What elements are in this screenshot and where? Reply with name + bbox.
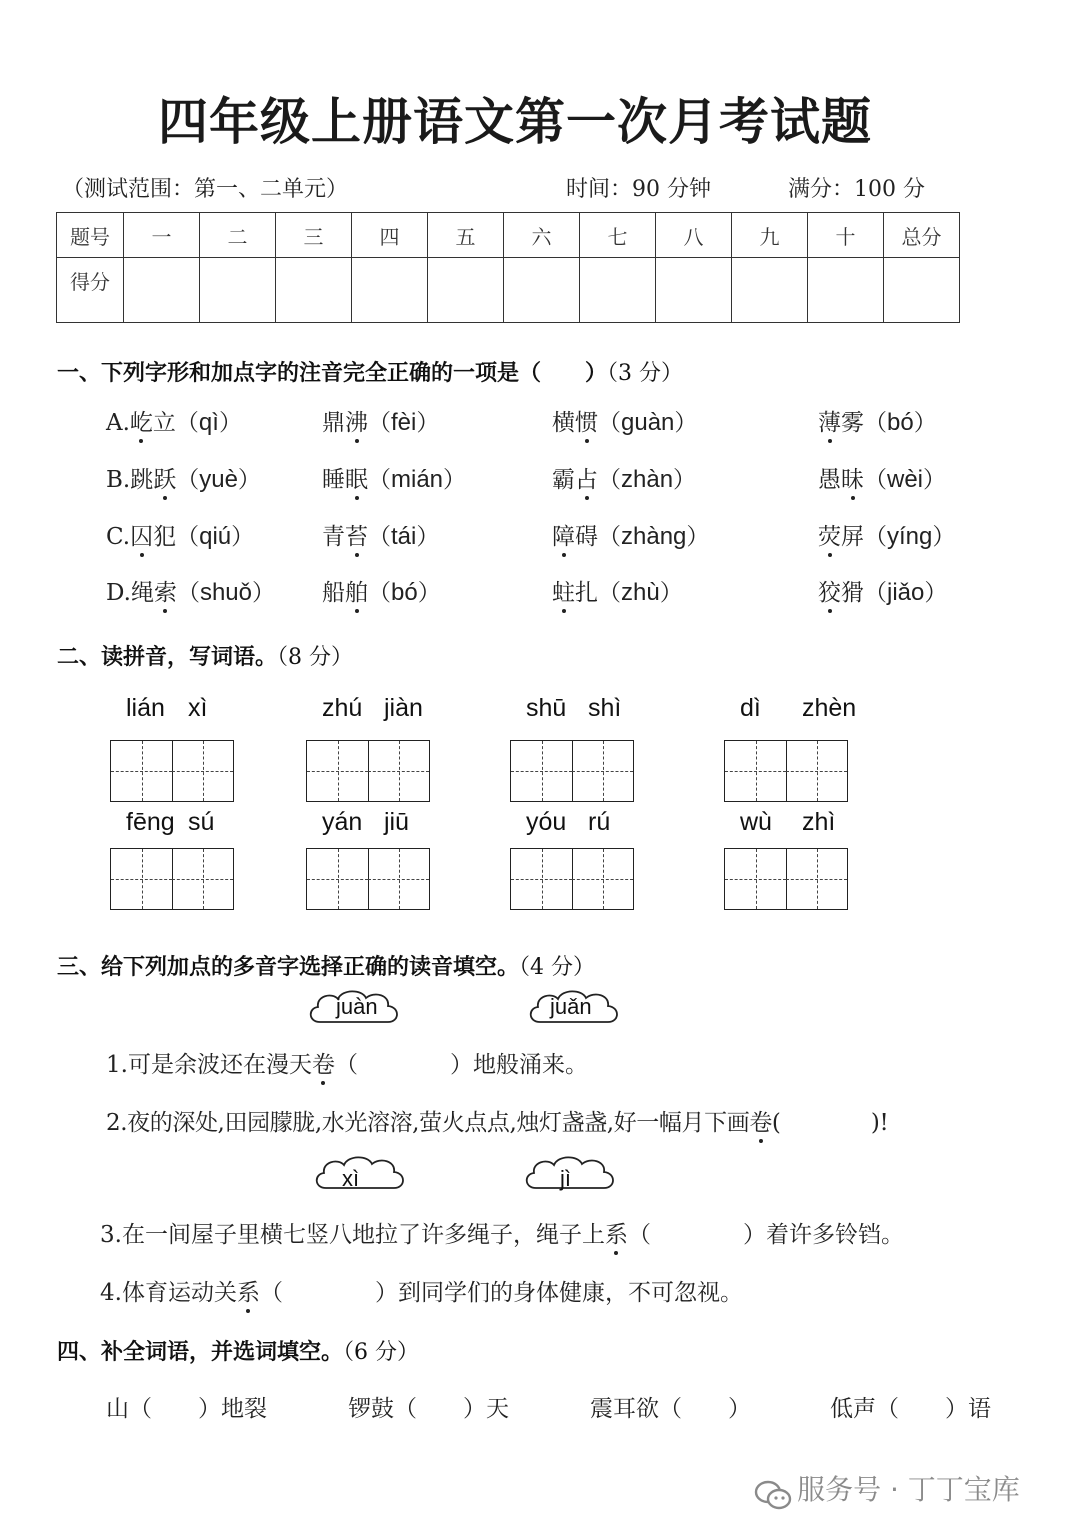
col-2: 二 <box>200 213 276 258</box>
sentence-number: 2. <box>106 1110 128 1136</box>
watermark <box>754 1468 1020 1511</box>
score-table <box>56 212 960 323</box>
cloud-option <box>312 1152 408 1202</box>
paren: ） <box>924 580 948 606</box>
grid-cell[interactable] <box>111 849 173 909</box>
word-char: 惯 <box>575 404 598 437</box>
paren: （ <box>368 467 391 493</box>
paren: ） <box>443 467 467 493</box>
page-title: 四年级上册语文第一次月考试题 <box>158 93 872 151</box>
pinyin: yuè <box>199 466 238 493</box>
word-char: 沸 <box>345 404 368 437</box>
score-cell[interactable] <box>352 258 428 323</box>
word-char: 囚 <box>130 518 153 551</box>
col-8: 八 <box>656 213 732 258</box>
pinyin-label: dì <box>740 694 761 722</box>
pinyin-label: jiū <box>384 808 410 836</box>
score-cell[interactable] <box>276 258 352 323</box>
pinyin-label: shì <box>588 694 622 722</box>
q2-heading <box>57 640 353 671</box>
q1-heading <box>57 356 683 387</box>
word-char: 薄 <box>818 404 841 437</box>
q1-option-word <box>552 518 709 551</box>
q4-item[interactable]: 山（ ）地裂 <box>106 1396 267 1422</box>
cloud-option <box>306 986 402 1036</box>
q1-title: 一、下列字形和加点字的注音完全正确的一项是（ ） <box>57 361 608 386</box>
word-char: 占 <box>575 461 598 494</box>
word-char: 霸 <box>552 467 575 493</box>
paren: （ <box>368 580 391 606</box>
grid-cell[interactable] <box>307 849 369 909</box>
score-cell[interactable] <box>504 258 580 323</box>
pinyin-label: yán <box>322 808 363 836</box>
q1-option-word <box>106 574 275 607</box>
word-char: 障 <box>552 518 575 551</box>
grid-cell[interactable] <box>511 849 573 909</box>
pinyin: qì <box>198 409 219 436</box>
word-char: 屏 <box>841 524 864 550</box>
col-3: 三 <box>276 213 352 258</box>
sentence-text: 夜的深处,田园朦胧,水光溶溶,萤火点点,烛灯盏盏,好一幅月下画 <box>127 1110 750 1136</box>
col-1: 一 <box>124 213 200 258</box>
word-char: 跃 <box>153 461 176 494</box>
test-time: 时间：90 分钟 <box>566 177 711 202</box>
pinyin-label: jiàn <box>384 694 423 722</box>
paren: （ <box>864 580 887 606</box>
cloud-label: juǎn <box>550 994 592 1019</box>
pinyin-label: xì <box>188 694 208 722</box>
writing-grid[interactable] <box>110 848 234 910</box>
word-char: 横 <box>552 410 575 436</box>
word-char: 眠 <box>345 461 368 494</box>
word-char: 屹 <box>130 404 153 437</box>
answer-blank[interactable]: （ ） <box>627 1222 766 1248</box>
score-cell[interactable] <box>884 258 960 323</box>
pinyin: qiú <box>199 523 232 550</box>
pinyin: bó <box>391 579 418 606</box>
pinyin-label: zhì <box>802 808 836 836</box>
q1-option-word <box>322 574 441 607</box>
q1-option-word <box>322 404 439 437</box>
sentence-text: 可是余波还在漫天 <box>127 1052 312 1078</box>
score-cell[interactable] <box>580 258 656 323</box>
grid-cell[interactable] <box>368 741 429 801</box>
q1-option-word <box>818 461 946 494</box>
pinyin: zhàn <box>621 466 674 493</box>
sentence-number: 3. <box>100 1222 122 1248</box>
paren: ） <box>416 524 440 550</box>
cloud-label: xì <box>342 1166 360 1191</box>
paren: ） <box>932 524 956 550</box>
paren: （ <box>175 410 199 436</box>
word-char: 荧 <box>818 518 841 551</box>
pinyin-label: shū <box>526 694 567 722</box>
table-header-label: 题号 <box>57 213 124 258</box>
word-char: 蛀 <box>552 574 575 607</box>
col-6: 六 <box>504 213 580 258</box>
option-letter[interactable]: D. <box>106 580 131 606</box>
pinyin-label: wù <box>740 808 772 836</box>
paren: （ <box>598 410 621 436</box>
answer-blank[interactable]: （ ） <box>334 1052 473 1078</box>
paren: ） <box>231 524 255 550</box>
cloud-label: jì <box>560 1166 571 1191</box>
score-row-label: 得分 <box>57 258 124 323</box>
q1-option-word <box>106 518 254 551</box>
grid-cell[interactable] <box>725 741 787 801</box>
paren: ） <box>913 410 937 436</box>
q3-sentence-3 <box>100 1216 904 1249</box>
col-total: 总分 <box>884 213 960 258</box>
pinyin: wèi <box>887 466 924 493</box>
paren: （ <box>176 524 200 550</box>
paren: ） <box>417 580 441 606</box>
col-9: 九 <box>732 213 808 258</box>
paren: （ <box>864 467 887 493</box>
pinyin-label: yóu <box>526 808 567 836</box>
q3-heading <box>57 950 595 981</box>
score-cell[interactable] <box>124 258 200 323</box>
grid-cell[interactable] <box>786 741 847 801</box>
dotted-char: 卷 <box>312 1046 335 1079</box>
col-4: 四 <box>352 213 428 258</box>
dotted-char: 系 <box>237 1274 260 1307</box>
paren: （ <box>598 580 621 606</box>
col-5: 五 <box>428 213 504 258</box>
paren: （ <box>598 467 621 493</box>
q3-sentence-4 <box>100 1274 743 1307</box>
col-7: 七 <box>580 213 656 258</box>
q1-points: （3 分） <box>607 361 684 386</box>
grid-cell[interactable] <box>725 849 787 909</box>
q2-title: 二、读拼音，写词语。 <box>57 645 278 670</box>
q2-points: （8 分） <box>277 645 354 670</box>
word-char: 猾 <box>841 580 864 606</box>
paren: （ <box>368 410 391 436</box>
word-char: 跳 <box>130 467 154 493</box>
paren: ） <box>674 410 698 436</box>
word-char: 碍 <box>575 524 598 550</box>
word-char: 绳 <box>130 580 154 606</box>
score-cell[interactable] <box>200 258 276 323</box>
pinyin: guàn <box>621 409 675 436</box>
watermark-text: 服务号 · 丁丁宝库 <box>797 1473 1020 1506</box>
q1-option-word <box>552 461 696 494</box>
q4-title: 四、补全词语，并选词填空。 <box>57 1340 344 1365</box>
grid-cell[interactable] <box>572 741 633 801</box>
pinyin: zhù <box>621 579 660 606</box>
cloud-label: juàn <box>336 994 378 1019</box>
pinyin: mián <box>391 466 444 493</box>
dotted-char: 卷 <box>749 1104 772 1137</box>
grid-cell[interactable] <box>172 849 233 909</box>
q1-option-word <box>552 574 683 607</box>
cloud-option <box>522 1152 618 1202</box>
dotted-char: 系 <box>605 1216 628 1249</box>
paren: ） <box>416 410 440 436</box>
pinyin: tái <box>391 523 417 550</box>
col-10: 十 <box>808 213 884 258</box>
sentence-text: 体育运动关 <box>121 1280 237 1306</box>
test-scope: （测试范围：第一、二单元） <box>62 177 349 202</box>
paren: （ <box>176 467 200 493</box>
q4-item[interactable]: 锣鼓（ ）天 <box>348 1396 509 1422</box>
word-char: 睡 <box>322 467 345 493</box>
pinyin-label: zhèn <box>802 694 857 722</box>
q3-sentence-2 <box>106 1104 888 1137</box>
word-char: 苔 <box>345 518 368 551</box>
option-letter[interactable]: B. <box>106 467 131 493</box>
score-cell[interactable] <box>656 258 732 323</box>
word-char: 鼎 <box>322 410 345 436</box>
sentence-number: 1. <box>106 1052 128 1078</box>
pinyin-label: rú <box>588 808 611 836</box>
writing-grid[interactable] <box>306 740 430 802</box>
score-cell[interactable] <box>732 258 808 323</box>
pinyin: jiǎo <box>887 579 925 606</box>
q1-option-word <box>322 461 466 494</box>
paren: （ <box>598 524 621 550</box>
q1-option-word <box>818 574 947 607</box>
grid-cell[interactable] <box>307 741 369 801</box>
pinyin: zhàng <box>621 523 687 550</box>
word-char: 舶 <box>345 574 368 607</box>
grid-cell[interactable] <box>368 849 429 909</box>
paren: （ <box>864 410 887 436</box>
q1-option-word <box>106 461 261 494</box>
paren: ） <box>659 580 683 606</box>
pinyin: fèi <box>391 409 417 436</box>
q3-title: 三、给下列加点的多音字选择正确的读音填空。 <box>57 955 520 980</box>
grid-cell[interactable] <box>172 741 233 801</box>
word-char: 狡 <box>818 574 841 607</box>
pinyin-label: sú <box>188 808 215 836</box>
pinyin: yíng <box>887 523 933 550</box>
pinyin-label: lián <box>126 694 165 722</box>
q1-option-word <box>106 404 242 437</box>
paren: ） <box>237 467 261 493</box>
word-char: 船 <box>322 580 345 606</box>
paren: ） <box>673 467 697 493</box>
paren: ） <box>686 524 710 550</box>
q3-sentence-1 <box>106 1046 588 1079</box>
q3-points: （4 分） <box>519 955 596 980</box>
grid-cell[interactable] <box>511 741 573 801</box>
q4-heading <box>57 1335 419 1366</box>
sentence-text: 着许多铃铛。 <box>765 1222 904 1248</box>
score-cell[interactable] <box>808 258 884 323</box>
writing-grid[interactable] <box>510 740 634 802</box>
paren: （ <box>368 524 391 550</box>
score-cell[interactable] <box>428 258 504 323</box>
pinyin: bó <box>887 409 914 436</box>
q1-option-word <box>818 404 937 437</box>
q1-option-word <box>322 518 439 551</box>
wechat-icon <box>754 1479 792 1511</box>
q4-item[interactable]: 震耳欲（ ） <box>590 1396 751 1422</box>
q1-option-word <box>818 518 955 551</box>
grid-cell[interactable] <box>786 849 847 909</box>
writing-grid[interactable] <box>306 848 430 910</box>
answer-blank[interactable]: （ ） <box>259 1280 398 1306</box>
pinyin-label: fēng <box>126 808 175 836</box>
writing-grid[interactable] <box>724 848 848 910</box>
cloud-icon <box>312 1152 408 1198</box>
writing-grid[interactable] <box>110 740 234 802</box>
full-score: 满分：100 分 <box>788 177 925 202</box>
q4-item[interactable]: 低声（ ）语 <box>830 1396 991 1422</box>
pinyin-label: zhú <box>322 694 363 722</box>
q4-points: （6 分） <box>343 1340 420 1365</box>
writing-grid[interactable] <box>510 848 634 910</box>
word-char: 昧 <box>841 461 864 494</box>
sentence-number: 4. <box>100 1280 122 1306</box>
writing-grid[interactable] <box>724 740 848 802</box>
paren: （ <box>176 580 200 606</box>
word-char: 青 <box>322 524 345 550</box>
cloud-option <box>526 986 622 1036</box>
grid-cell[interactable] <box>111 741 173 801</box>
word-char: 雾 <box>841 410 864 436</box>
word-char: 扎 <box>575 580 598 606</box>
pinyin: shuǒ <box>199 579 252 606</box>
sentence-text: 到同学们的身体健康，不可忽视。 <box>397 1280 743 1306</box>
option-letter[interactable]: C. <box>106 524 131 550</box>
paren: ） <box>218 410 242 436</box>
q1-option-word <box>552 404 697 437</box>
paren: ） <box>923 467 947 493</box>
paren: ） <box>251 580 275 606</box>
sentence-text: ! <box>879 1110 889 1136</box>
word-char: 立 <box>152 410 176 436</box>
grid-cell[interactable] <box>572 849 633 909</box>
paren: （ <box>864 524 887 550</box>
sentence-text: 地般涌来。 <box>472 1052 588 1078</box>
sentence-text: 在一间屋子里横七竖八地拉了许多绳子，绳子上 <box>121 1222 605 1248</box>
option-letter[interactable]: A. <box>106 410 130 436</box>
word-char: 索 <box>154 574 177 607</box>
answer-blank[interactable]: ( ) <box>771 1110 880 1136</box>
word-char: 愚 <box>818 467 841 493</box>
word-char: 犯 <box>153 524 177 550</box>
